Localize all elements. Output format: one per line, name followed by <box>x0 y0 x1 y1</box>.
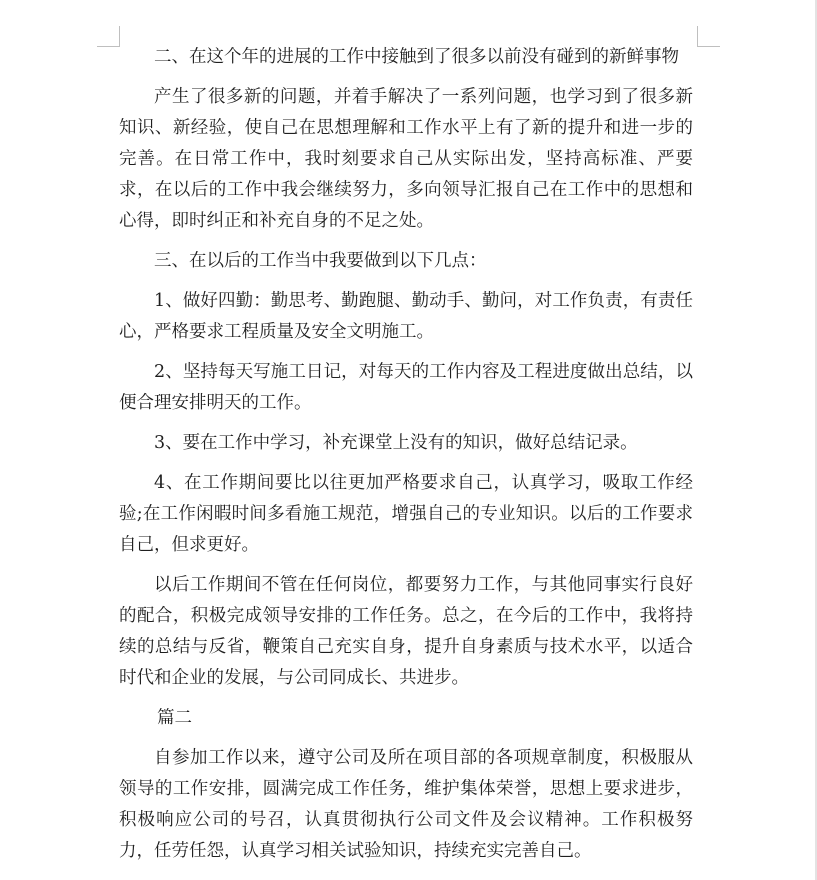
paragraph-item-4: 4、在工作期间要比以往更加严格要求自己，认真学习，吸取工作经验;在工作闲暇时间多看施工规范，增强自己的专业知识。以后的工作要求自己，但求更好。 <box>119 473 693 555</box>
paragraph-item-3: 3、要在工作中学习，补充课堂上没有的知识，做好总结记录。 <box>154 433 638 453</box>
margin-corner-mark-left <box>97 26 120 47</box>
paragraph-item-1: 1、做好四勤：勤思考、勤跑腿、勤动手、勤问，对工作负责，有责任心，严格要求工程质量及安全文明施工。 <box>119 291 693 342</box>
document-body[interactable] <box>119 42 693 876</box>
paragraph-since-joining: 自参加工作以来，遵守公司及所在项目部的各项规章制度，积极服从领导的工作安排，圆满完成工作任务，维护集体荣誉，思想上要求进步，积极响应公司的号召，认真贯彻执行公司文件及会议精神。工作积极努力，任劳任怨，认真学习相关试验知识，持续充实完善自己。 <box>119 748 693 861</box>
paragraph-item-2: 2、坚持每天写施工日记，对每天的工作内容及工程进度做出总结，以便合理安排明天的工作。 <box>119 362 693 413</box>
paragraph-heading-three: 三、在以后的工作当中我要做到以下几点： <box>154 251 487 271</box>
paragraph-new-problems: 产生了很多新的问题，并着手解决了一系列问题，也学习到了很多新知识、新经验，使自己在思想理解和工作水平上有了新的提升和进一步的完善。在日常工作中，我时刻要求自己从实际出发，坚持高标准、严要求，在以后的工作中我会继续努力，多向领导汇报自己在工作中的思想和心得，即时纠正和补充自身的不足之处。 <box>119 87 693 231</box>
paragraph-heading-two: 二、在这个年的进展的工作中接触到了很多以前没有碰到的新鲜事物 <box>154 47 679 67</box>
margin-corner-mark-right <box>697 26 720 47</box>
section-heading: 篇二 <box>157 708 192 728</box>
paragraph-summary: 以后工作期间不管在任何岗位，都要努力工作，与其他同事实行良好的配合，积极完成领导安排的工作任务。总之，在今后的工作中，我将持续的总结与反省，鞭策自己充实自身，提升自身素质与技术水平，以适合时代和企业的发展，与公司同成长、共进步。 <box>119 575 693 688</box>
